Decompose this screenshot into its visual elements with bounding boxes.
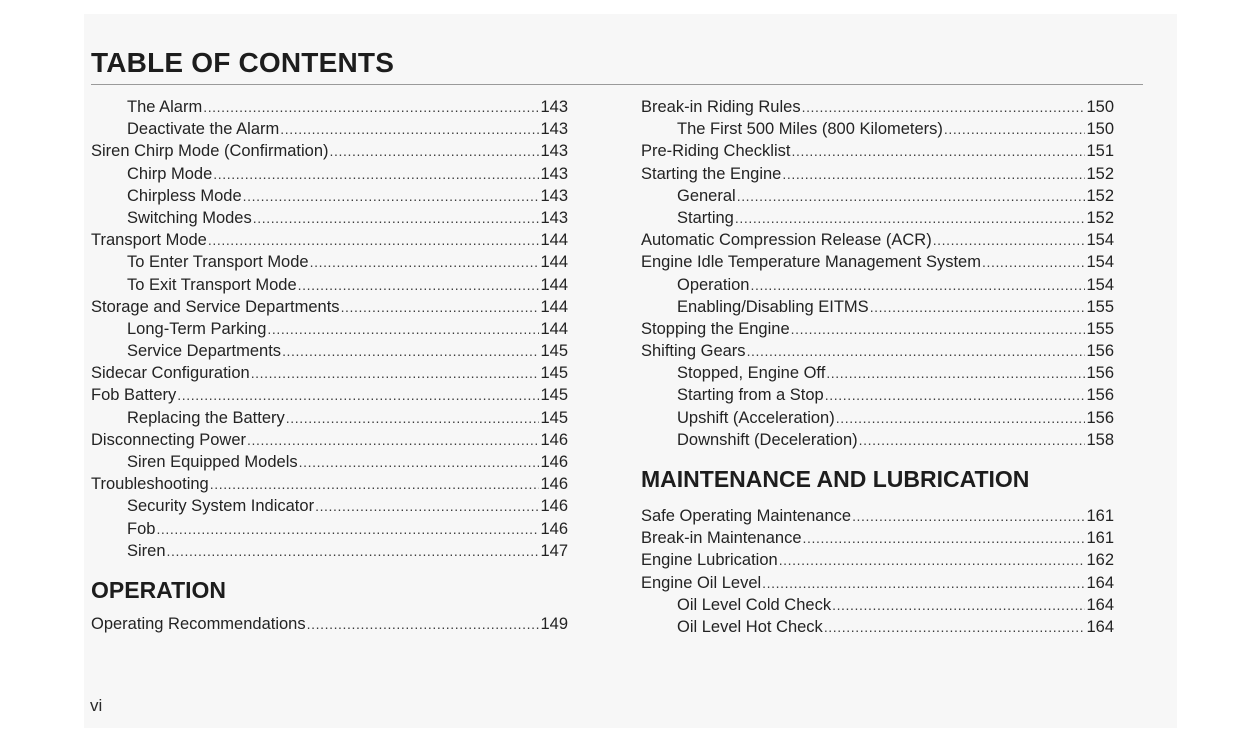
dot-leader [299, 451, 540, 473]
dot-leader [870, 296, 1086, 318]
toc-entry [91, 362, 568, 384]
toc-entry-page: 158 [1086, 430, 1114, 449]
toc-entry-label: Break-in Maintenance [641, 529, 802, 548]
dot-leader [791, 318, 1086, 340]
toc-entry-label: Siren [127, 541, 166, 560]
toc-entry [641, 429, 1114, 451]
page-number: vi [90, 696, 103, 715]
toc-entry-label: Shifting Gears [641, 342, 746, 361]
toc-entry-label: Service Departments [127, 342, 282, 361]
toc-entry-label: Enabling/Disabling EITMS [677, 297, 869, 316]
toc-entry-list [641, 505, 1114, 638]
toc-entry-page: 146 [540, 497, 568, 516]
toc-entry [641, 384, 1114, 406]
toc-entry-label: Fob [127, 519, 156, 538]
toc-entry-label: Engine Idle Temperature Management System [641, 253, 981, 272]
toc-entry-label: Replacing the Battery [127, 408, 285, 427]
toc-left-column [91, 96, 568, 635]
toc-entry-page: 143 [540, 98, 568, 116]
dot-leader [307, 613, 540, 635]
toc-entry-page: 156 [1086, 364, 1114, 383]
toc-entry-page: 144 [540, 253, 568, 272]
toc-entry [641, 407, 1114, 429]
toc-entry-list [91, 613, 568, 635]
toc-entry [641, 296, 1114, 318]
toc-entry-page: 152 [1086, 186, 1114, 205]
toc-entry-page: 144 [540, 231, 568, 250]
toc-entry-page: 146 [540, 475, 568, 494]
toc-entry-label: Sidecar Configuration [91, 364, 250, 383]
dot-leader [203, 96, 539, 118]
dot-leader [280, 118, 539, 140]
toc-entry [91, 229, 568, 251]
toc-entry-page: 154 [1086, 231, 1114, 250]
toc-entry-page: 143 [540, 120, 568, 139]
dot-leader [286, 407, 540, 429]
toc-entry-page: 146 [540, 519, 568, 538]
toc-entry-page: 151 [1086, 142, 1114, 161]
toc-entry-label: Upshift (Acceleration) [677, 408, 835, 427]
toc-entry [641, 572, 1114, 594]
toc-entry [91, 185, 568, 207]
toc-entry-page: 156 [1086, 342, 1114, 361]
toc-entry [91, 407, 568, 429]
toc-entry-page: 155 [1086, 319, 1114, 338]
toc-entry [91, 384, 568, 406]
toc-entry-label: Oil Level Hot Check [677, 617, 823, 636]
dot-leader [251, 362, 540, 384]
toc-entry-label: Security System Indicator [127, 497, 315, 516]
toc-entry-page: 162 [1086, 551, 1114, 570]
toc-entry-page: 146 [540, 453, 568, 471]
toc-entry [641, 505, 1114, 527]
toc-entry-page: 150 [1086, 120, 1114, 139]
toc-entry [91, 140, 568, 162]
toc-entry-page: 156 [1086, 408, 1114, 427]
toc-entry-label: Engine Oil Level [641, 573, 762, 592]
toc-entry-label: Stopping the Engine [641, 319, 790, 338]
toc-entry-label: Transport Mode [91, 231, 207, 250]
toc-entry-page: 143 [540, 186, 568, 205]
section-heading-maintenance: MAINTENANCE AND LUBRICATION [641, 466, 1030, 492]
section-heading-operation: OPERATION [91, 576, 227, 603]
dot-leader [824, 616, 1086, 638]
toc-entry [641, 118, 1114, 140]
toc-entry [641, 594, 1114, 616]
toc-entry-label: Oil Level Cold Check [677, 595, 832, 614]
toc-entry-label: Long-Term Parking [127, 319, 267, 338]
toc-entry [641, 163, 1114, 185]
toc-entry-label: Stopped, Engine Off [677, 364, 826, 383]
dot-leader [859, 429, 1086, 451]
dot-leader [737, 185, 1086, 207]
toc-entry [91, 251, 568, 273]
toc-entry [91, 451, 568, 473]
toc-entry-label: General [677, 186, 736, 205]
toc-entry-label: Disconnecting Power [91, 430, 246, 449]
dot-leader [750, 274, 1085, 296]
toc-entry-label: To Enter Transport Mode [127, 253, 309, 272]
dot-leader [982, 251, 1086, 273]
page-title: TABLE OF CONTENTS [91, 47, 395, 78]
toc-entry-label: Chirp Mode [127, 164, 213, 183]
toc-entry-label: Starting [677, 208, 734, 227]
dot-leader [243, 185, 540, 207]
toc-entry-page: 143 [540, 164, 568, 183]
toc-entry-page: 143 [540, 142, 568, 161]
toc-entry-label: Siren Equipped Models [127, 453, 298, 471]
toc-entry-label: Switching Modes [127, 208, 252, 227]
toc-entry-label: The Alarm [127, 98, 203, 116]
toc-entry [91, 163, 568, 185]
dot-leader [310, 251, 540, 273]
dot-leader [267, 318, 539, 340]
dot-leader [247, 429, 539, 451]
dot-leader [315, 495, 539, 517]
toc-entry-label: Troubleshooting [91, 475, 209, 494]
toc-entry-label: Engine Lubrication [641, 551, 778, 570]
toc-entry [91, 118, 568, 140]
toc-entry [641, 96, 1114, 118]
toc-entry [641, 140, 1114, 162]
toc-right-column [641, 96, 1114, 638]
toc-entry [641, 527, 1114, 549]
toc-entry [91, 96, 568, 118]
dot-leader [253, 207, 540, 229]
toc-entry-label: Automatic Compression Release (ACR) [641, 231, 932, 250]
toc-entry [91, 296, 568, 318]
toc-entry [641, 207, 1114, 229]
toc-entry-list [641, 96, 1114, 451]
toc-entry [641, 185, 1114, 207]
dot-leader [779, 549, 1086, 571]
toc-entry-page: 145 [540, 342, 568, 361]
toc-entry-page: 164 [1086, 595, 1114, 614]
toc-entry-page: 146 [540, 430, 568, 449]
toc-entry-label: Safe Operating Maintenance [641, 507, 852, 525]
toc-entry-label: Deactivate the Alarm [127, 120, 280, 139]
dot-leader [747, 340, 1086, 362]
dot-leader [782, 163, 1085, 185]
toc-entry [91, 340, 568, 362]
toc-entry [91, 495, 568, 517]
toc-entry-page: 144 [540, 319, 568, 338]
toc-entry-label: Chirpless Mode [127, 186, 242, 205]
toc-entry-page: 144 [540, 297, 568, 316]
toc-entry-label: Operating Recommendations [91, 614, 306, 633]
dot-leader [167, 540, 540, 562]
toc-entry-page: 149 [540, 614, 568, 633]
dot-leader [282, 340, 539, 362]
toc-entry-label: To Exit Transport Mode [127, 275, 297, 294]
toc-entry-label: Pre-Riding Checklist [641, 142, 791, 161]
toc-entry-label: The First 500 Miles (800 Kilometers) [677, 120, 943, 139]
toc-entry-page: 164 [1086, 573, 1114, 592]
toc-entry-label: Downshift (Deceleration) [677, 430, 858, 449]
dot-leader [735, 207, 1086, 229]
toc-entry [91, 540, 568, 562]
title-divider [91, 84, 1143, 85]
dot-leader [298, 274, 540, 296]
toc-entry-list [91, 96, 568, 562]
toc-entry-label: Operation [677, 275, 750, 294]
dot-leader [213, 163, 539, 185]
dot-leader [832, 594, 1085, 616]
toc-entry [91, 473, 568, 495]
toc-entry [91, 274, 568, 296]
dot-leader [825, 384, 1086, 406]
toc-entry-page: 161 [1086, 507, 1114, 525]
toc-entry [91, 429, 568, 451]
toc-entry [91, 613, 568, 635]
toc-entry-label: Siren Chirp Mode (Confirmation) [91, 142, 329, 161]
toc-entry [641, 549, 1114, 571]
toc-entry [641, 318, 1114, 340]
toc-entry-page: 152 [1086, 208, 1114, 227]
toc-entry-page: 143 [540, 208, 568, 227]
toc-entry-label: Storage and Service Departments [91, 297, 340, 316]
toc-entry-label: Break-in Riding Rules [641, 98, 801, 116]
toc-entry [641, 229, 1114, 251]
toc-entry [91, 318, 568, 340]
toc-entry [641, 340, 1114, 362]
toc-entry-page: 154 [1086, 253, 1114, 272]
dot-leader [944, 118, 1086, 140]
dot-leader [156, 518, 539, 540]
toc-entry-page: 161 [1086, 529, 1114, 548]
toc-entry [641, 616, 1114, 638]
dot-leader [762, 572, 1085, 594]
dot-leader [177, 384, 539, 406]
toc-entry-page: 145 [540, 386, 568, 405]
dot-leader [852, 505, 1085, 527]
toc-entry-label: Starting from a Stop [677, 386, 824, 405]
dot-leader [933, 229, 1086, 251]
dot-leader [791, 140, 1085, 162]
toc-entry [641, 251, 1114, 273]
toc-entry [641, 362, 1114, 384]
dot-leader [826, 362, 1085, 384]
toc-entry-page: 154 [1086, 275, 1114, 294]
dot-leader [341, 296, 540, 318]
toc-entry [91, 518, 568, 540]
toc-entry-page: 164 [1086, 617, 1114, 636]
dot-leader [802, 96, 1086, 118]
toc-entry [641, 274, 1114, 296]
toc-entry-label: Starting the Engine [641, 164, 782, 183]
toc-entry-page: 156 [1086, 386, 1114, 405]
toc-entry-page: 150 [1086, 98, 1114, 116]
dot-leader [208, 229, 540, 251]
toc-entry-page: 147 [540, 541, 568, 560]
toc-entry-page: 152 [1086, 164, 1114, 183]
toc-entry-page: 145 [540, 408, 568, 427]
toc-entry-label: Fob Battery [91, 386, 177, 405]
dot-leader [836, 407, 1086, 429]
dot-leader [803, 527, 1086, 549]
dot-leader [330, 140, 540, 162]
toc-entry-page: 155 [1086, 297, 1114, 316]
dot-leader [210, 473, 540, 495]
toc-entry [91, 207, 568, 229]
toc-entry-page: 145 [540, 364, 568, 383]
toc-entry-page: 144 [540, 275, 568, 294]
